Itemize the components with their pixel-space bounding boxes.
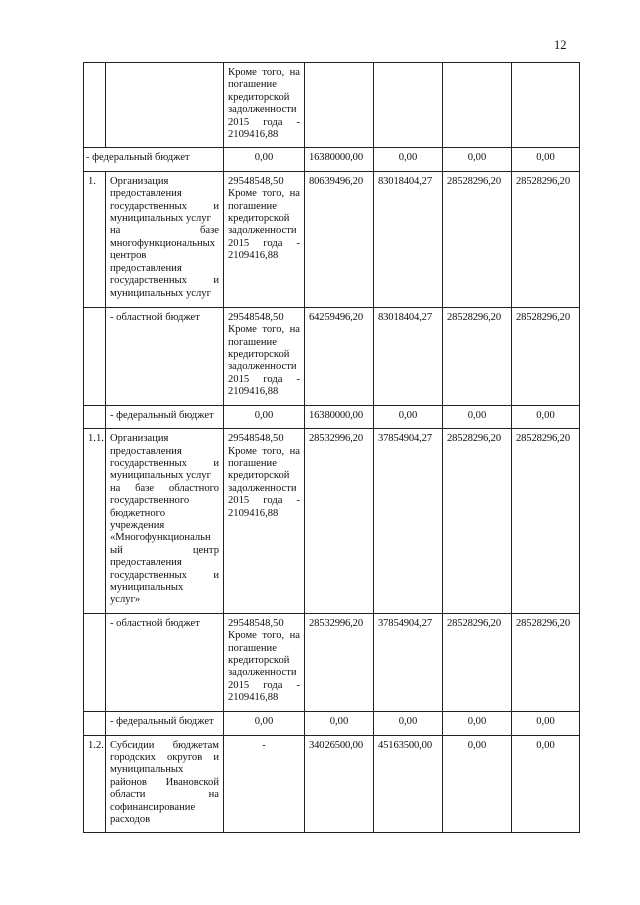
note-line: Кроме того, на	[228, 324, 300, 336]
label-line: Субсидии бюджетам	[110, 739, 219, 751]
label-line: муниципальных	[110, 581, 184, 593]
funding-cell	[224, 171, 305, 307]
funding-value: 29548548,50	[228, 617, 284, 629]
table-row	[84, 63, 580, 148]
funding-cell	[224, 63, 305, 148]
label-line: услуг»	[110, 594, 141, 606]
note-line: 2109416,88	[228, 692, 279, 704]
value-cell: 37854904,27	[374, 613, 443, 711]
label-line: на базе	[110, 225, 219, 237]
label-line: бюджетного	[110, 507, 166, 519]
note-line: кредиторской	[228, 349, 290, 361]
value-cell: 64259496,20	[305, 307, 374, 405]
label-line: государственных и	[110, 569, 219, 581]
note-line: 2109416,88	[228, 386, 279, 398]
label-line: Организация	[110, 175, 169, 187]
label-line: предоставления	[110, 262, 182, 274]
table-row	[84, 711, 580, 735]
label-line: на базе областного	[110, 482, 219, 494]
label-cell: - областной бюджет	[106, 307, 224, 405]
note-line: 2109416,88	[228, 129, 279, 141]
label-line: городских округов и	[110, 752, 219, 764]
label-line: муниципальных услуг	[110, 213, 211, 225]
table-row	[84, 148, 580, 171]
value-cell: 80639496,20	[305, 171, 374, 307]
note-line: кредиторской	[228, 213, 290, 225]
label-line: многофункциональных	[110, 237, 216, 249]
value-cell: 16380000,00	[305, 405, 374, 428]
page-number: 12	[554, 38, 567, 52]
note-line: задолженности	[228, 225, 297, 237]
note-line: Кроме того, на	[228, 188, 300, 200]
value-cell: 0,00	[443, 735, 512, 833]
note-line: кредиторской	[228, 91, 290, 103]
value-cell: 0,00	[443, 711, 512, 735]
label-cell: - федеральный бюджет	[106, 405, 224, 428]
funding-cell	[224, 307, 305, 405]
label-line: муниципальных услуг	[110, 287, 211, 299]
value-cell: 0,00	[512, 735, 580, 833]
label-line: районов Ивановской	[110, 776, 219, 788]
funding-cell: -	[224, 735, 305, 833]
table-row	[84, 735, 580, 833]
note-line: погашение	[228, 79, 277, 91]
value-cell: 28528296,20	[443, 171, 512, 307]
label-line: муниципальных	[110, 764, 184, 776]
value-cell: 28528296,20	[443, 429, 512, 614]
note-line: 2015 года -	[228, 116, 300, 128]
value-cell: 28528296,20	[512, 429, 580, 614]
num-cell	[84, 405, 106, 428]
table-row	[84, 405, 580, 428]
label-line: расходов	[110, 814, 151, 826]
label-cell: - областной бюджет	[106, 613, 224, 711]
value-cell: 28528296,20	[512, 171, 580, 307]
note-line: Кроме того, на	[228, 67, 300, 78]
note-line: погашение	[228, 200, 277, 212]
table-row	[84, 613, 580, 711]
label-line: предоставления	[110, 557, 182, 569]
label-line: области на	[110, 789, 219, 801]
note-line: 2015 года -	[228, 237, 300, 249]
value-cell: 83018404,27	[374, 307, 443, 405]
value-cell: 0,00	[374, 405, 443, 428]
note-line: Кроме того, на	[228, 630, 300, 642]
label-cell	[106, 735, 224, 833]
label-cell	[106, 429, 224, 614]
note-line: 2015 года -	[228, 373, 300, 385]
note-line: задолженности	[228, 482, 297, 494]
value-cell: 83018404,27	[374, 171, 443, 307]
label-cell: - федеральный бюджет	[106, 711, 224, 735]
label-line: ый центр	[110, 544, 219, 556]
value-cell: 28528296,20	[512, 307, 580, 405]
label-line: софинансирование	[110, 801, 196, 813]
value-cell: 0,00	[512, 711, 580, 735]
funding-value: 29548548,50	[228, 175, 284, 187]
num-cell	[84, 711, 106, 735]
label-cell	[106, 63, 224, 148]
value-cell	[512, 63, 580, 148]
funding-value: 29548548,50	[228, 311, 284, 323]
label-cell	[106, 171, 224, 307]
funding-value: 29548548,50	[228, 433, 284, 445]
num-cell: 1.1.	[84, 429, 106, 614]
num-cell	[84, 613, 106, 711]
value-cell: 28528296,20	[512, 613, 580, 711]
note-line: погашение	[228, 642, 277, 654]
value-cell: 0,00	[512, 148, 580, 171]
label-line: государственных и	[110, 275, 219, 287]
note-line: 2015 года -	[228, 679, 300, 691]
funding-cell: 0,00	[224, 148, 305, 171]
note-line: кредиторской	[228, 655, 290, 666]
value-cell: 0,00	[443, 405, 512, 428]
value-cell: 16380000,00	[305, 148, 374, 171]
note-line: Кроме того, на	[228, 445, 300, 457]
value-cell	[305, 63, 374, 148]
note-line: кредиторской	[228, 470, 290, 482]
funding-cell: 0,00	[224, 711, 305, 735]
label-line: государственного	[110, 495, 190, 507]
num-cell: 1.2.	[84, 735, 106, 833]
num-cell: 1.	[84, 171, 106, 307]
value-cell	[374, 63, 443, 148]
value-cell: 28528296,20	[443, 307, 512, 405]
label-line: Организация	[110, 433, 169, 445]
label-line: «Многофункциональн	[110, 532, 211, 544]
label-line: муниципальных услуг	[110, 470, 211, 482]
value-cell: 0,00	[443, 148, 512, 171]
num-cell	[84, 63, 106, 148]
note-line: погашение	[228, 336, 277, 348]
note-line: 2109416,88	[228, 507, 279, 519]
value-cell: 0,00	[374, 148, 443, 171]
value-cell: 0,00	[305, 711, 374, 735]
table-row	[84, 171, 580, 307]
table-row	[84, 307, 580, 405]
value-cell: 28532996,20	[305, 613, 374, 711]
note-line: погашение	[228, 457, 277, 469]
label-line: предоставления	[110, 188, 182, 200]
label-cell: - федеральный бюджет	[84, 148, 224, 171]
budget-table	[83, 62, 580, 833]
label-line: предоставления	[110, 445, 182, 457]
funding-cell	[224, 613, 305, 711]
label-line: государственных и	[110, 457, 219, 469]
table-row	[84, 429, 580, 614]
value-cell: 34026500,00	[305, 735, 374, 833]
label-line: центров	[110, 250, 147, 262]
note-line: задолженности	[228, 104, 297, 116]
value-cell: 45163500,00	[374, 735, 443, 833]
funding-cell: 0,00	[224, 405, 305, 428]
num-cell	[84, 307, 106, 405]
funding-cell	[224, 429, 305, 614]
label-line: учреждения	[110, 519, 165, 531]
note-line: 2015 года -	[228, 495, 300, 507]
label-line: государственных и	[110, 200, 219, 212]
note-line: задолженности	[228, 667, 297, 679]
note-line: задолженности	[228, 361, 297, 373]
value-cell: 28532996,20	[305, 429, 374, 614]
value-cell: 0,00	[512, 405, 580, 428]
value-cell: 0,00	[374, 711, 443, 735]
note-line: 2109416,88	[228, 250, 279, 262]
value-cell: 28528296,20	[443, 613, 512, 711]
value-cell: 37854904,27	[374, 429, 443, 614]
value-cell	[443, 63, 512, 148]
